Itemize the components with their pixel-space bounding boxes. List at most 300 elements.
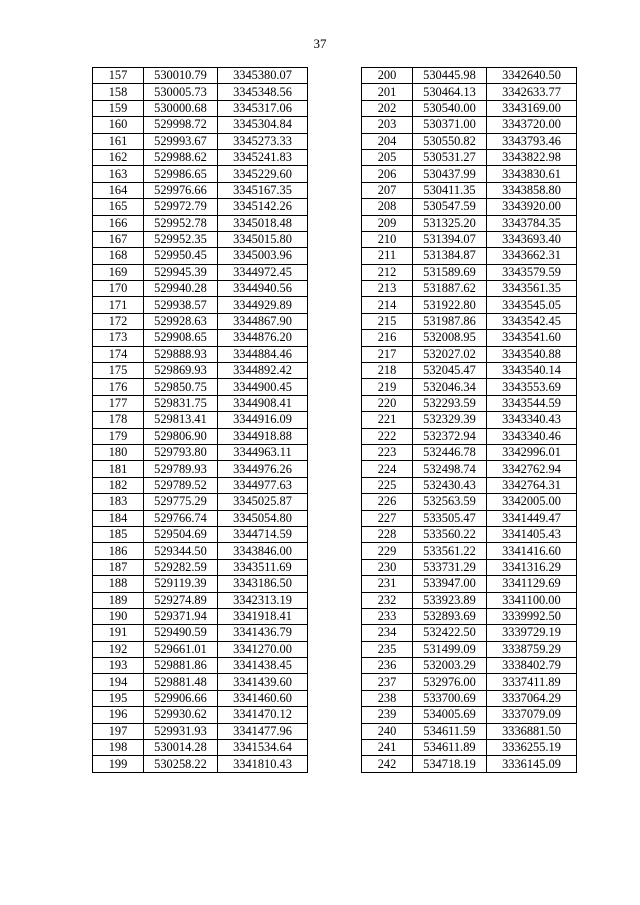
point-number-cell: 161 — [93, 133, 144, 149]
x-coordinate-cell: 533947.00 — [413, 576, 487, 592]
point-number-cell: 199 — [93, 756, 144, 772]
y-coordinate-cell: 3344900.45 — [218, 379, 308, 395]
y-coordinate-cell: 3343784.35 — [487, 215, 577, 231]
x-coordinate-cell: 533700.69 — [413, 690, 487, 706]
table-row — [362, 346, 577, 362]
table-row — [93, 68, 308, 84]
table-row — [93, 100, 308, 116]
point-number-cell: 240 — [362, 723, 413, 739]
y-coordinate-cell: 3343545.05 — [487, 297, 577, 313]
table-row — [362, 84, 577, 100]
point-number-cell: 206 — [362, 166, 413, 182]
table-row — [362, 248, 577, 264]
x-coordinate-cell: 532976.00 — [413, 674, 487, 690]
x-coordinate-cell: 531499.09 — [413, 641, 487, 657]
x-coordinate-cell: 532563.59 — [413, 494, 487, 510]
table-row — [362, 674, 577, 690]
table-row — [362, 510, 577, 526]
point-number-cell: 193 — [93, 658, 144, 674]
x-coordinate-cell: 530540.00 — [413, 100, 487, 116]
x-coordinate-cell: 534611.59 — [413, 723, 487, 739]
point-number-cell: 181 — [93, 461, 144, 477]
point-number-cell: 207 — [362, 182, 413, 198]
y-coordinate-cell: 3341405.43 — [487, 526, 577, 542]
x-coordinate-cell: 530258.22 — [144, 756, 218, 772]
y-coordinate-cell: 3344892.42 — [218, 363, 308, 379]
table-row — [362, 199, 577, 215]
y-coordinate-cell: 3342313.19 — [218, 592, 308, 608]
point-number-cell: 178 — [93, 412, 144, 428]
x-coordinate-cell: 532430.43 — [413, 477, 487, 493]
x-coordinate-cell: 529850.75 — [144, 379, 218, 395]
point-number-cell: 229 — [362, 543, 413, 559]
point-number-cell: 226 — [362, 494, 413, 510]
table-row — [362, 395, 577, 411]
x-coordinate-cell: 529930.62 — [144, 707, 218, 723]
table-row — [362, 625, 577, 641]
point-number-cell: 213 — [362, 281, 413, 297]
coordinates-table-left-body — [93, 68, 308, 773]
page-number: 37 — [313, 36, 327, 51]
y-coordinate-cell: 3343340.46 — [487, 428, 577, 444]
x-coordinate-cell: 529952.78 — [144, 215, 218, 231]
y-coordinate-cell: 3344976.26 — [218, 461, 308, 477]
y-coordinate-cell: 3341438.45 — [218, 658, 308, 674]
y-coordinate-cell: 3344867.90 — [218, 313, 308, 329]
point-number-cell: 231 — [362, 576, 413, 592]
x-coordinate-cell: 529813.41 — [144, 412, 218, 428]
point-number-cell: 242 — [362, 756, 413, 772]
point-number-cell: 171 — [93, 297, 144, 313]
y-coordinate-cell: 3342762.94 — [487, 461, 577, 477]
x-coordinate-cell: 529931.93 — [144, 723, 218, 739]
table-row — [362, 740, 577, 756]
point-number-cell: 187 — [93, 559, 144, 575]
table-row — [93, 166, 308, 182]
x-coordinate-cell: 529881.48 — [144, 674, 218, 690]
point-number-cell: 227 — [362, 510, 413, 526]
table-row — [362, 723, 577, 739]
x-coordinate-cell: 530547.59 — [413, 199, 487, 215]
x-coordinate-cell: 531887.62 — [413, 281, 487, 297]
x-coordinate-cell: 530005.73 — [144, 84, 218, 100]
y-coordinate-cell: 3337079.09 — [487, 707, 577, 723]
table-row — [93, 658, 308, 674]
x-coordinate-cell: 531325.20 — [413, 215, 487, 231]
y-coordinate-cell: 3337064.29 — [487, 690, 577, 706]
point-number-cell: 183 — [93, 494, 144, 510]
point-number-cell: 214 — [362, 297, 413, 313]
y-coordinate-cell: 3344940.56 — [218, 281, 308, 297]
y-coordinate-cell: 3344908.41 — [218, 395, 308, 411]
y-coordinate-cell: 3338759.29 — [487, 641, 577, 657]
x-coordinate-cell: 529950.45 — [144, 248, 218, 264]
table-row — [93, 559, 308, 575]
x-coordinate-cell: 533561.22 — [413, 543, 487, 559]
x-coordinate-cell: 530531.27 — [413, 149, 487, 165]
point-number-cell: 208 — [362, 199, 413, 215]
table-row — [93, 674, 308, 690]
y-coordinate-cell: 3345317.06 — [218, 100, 308, 116]
table-row — [362, 313, 577, 329]
table-row — [362, 444, 577, 460]
x-coordinate-cell: 529831.75 — [144, 395, 218, 411]
point-number-cell: 201 — [362, 84, 413, 100]
y-coordinate-cell: 3345348.56 — [218, 84, 308, 100]
x-coordinate-cell: 529869.93 — [144, 363, 218, 379]
table-row — [93, 149, 308, 165]
table-row — [362, 363, 577, 379]
table-row — [362, 379, 577, 395]
y-coordinate-cell: 3341439.60 — [218, 674, 308, 690]
point-number-cell: 158 — [93, 84, 144, 100]
point-number-cell: 165 — [93, 199, 144, 215]
y-coordinate-cell: 3344963.11 — [218, 444, 308, 460]
point-number-cell: 222 — [362, 428, 413, 444]
x-coordinate-cell: 530464.13 — [413, 84, 487, 100]
y-coordinate-cell: 3343169.00 — [487, 100, 577, 116]
table-row — [93, 84, 308, 100]
y-coordinate-cell: 3341460.60 — [218, 690, 308, 706]
y-coordinate-cell: 3341810.43 — [218, 756, 308, 772]
x-coordinate-cell: 534718.19 — [413, 756, 487, 772]
point-number-cell: 204 — [362, 133, 413, 149]
y-coordinate-cell: 3343858.80 — [487, 182, 577, 198]
x-coordinate-cell: 532008.95 — [413, 330, 487, 346]
x-coordinate-cell: 529972.79 — [144, 199, 218, 215]
table-row — [362, 281, 577, 297]
x-coordinate-cell: 532046.34 — [413, 379, 487, 395]
point-number-cell: 180 — [93, 444, 144, 460]
y-coordinate-cell: 3344972.45 — [218, 264, 308, 280]
y-coordinate-cell: 3341416.60 — [487, 543, 577, 559]
y-coordinate-cell: 3341129.69 — [487, 576, 577, 592]
x-coordinate-cell: 529906.66 — [144, 690, 218, 706]
x-coordinate-cell: 532329.39 — [413, 412, 487, 428]
y-coordinate-cell: 3343822.98 — [487, 149, 577, 165]
table-row — [93, 707, 308, 723]
table-row — [93, 461, 308, 477]
x-coordinate-cell: 529344.50 — [144, 543, 218, 559]
point-number-cell: 215 — [362, 313, 413, 329]
table-row — [93, 379, 308, 395]
table-row — [362, 166, 577, 182]
y-coordinate-cell: 3343542.45 — [487, 313, 577, 329]
point-number-cell: 232 — [362, 592, 413, 608]
x-coordinate-cell: 532893.69 — [413, 608, 487, 624]
point-number-cell: 195 — [93, 690, 144, 706]
point-number-cell: 163 — [93, 166, 144, 182]
y-coordinate-cell: 3341449.47 — [487, 510, 577, 526]
y-coordinate-cell: 3341270.00 — [218, 641, 308, 657]
table-row — [93, 346, 308, 362]
y-coordinate-cell: 3342764.31 — [487, 477, 577, 493]
point-number-cell: 233 — [362, 608, 413, 624]
y-coordinate-cell: 3344876.20 — [218, 330, 308, 346]
y-coordinate-cell: 3343561.35 — [487, 281, 577, 297]
table-row — [362, 117, 577, 133]
y-coordinate-cell: 3341477.96 — [218, 723, 308, 739]
y-coordinate-cell: 3341100.00 — [487, 592, 577, 608]
point-number-cell: 173 — [93, 330, 144, 346]
x-coordinate-cell: 529119.39 — [144, 576, 218, 592]
table-row — [93, 510, 308, 526]
y-coordinate-cell: 3343662.31 — [487, 248, 577, 264]
table-row — [362, 215, 577, 231]
y-coordinate-cell: 3345018.48 — [218, 215, 308, 231]
y-coordinate-cell: 3344918.88 — [218, 428, 308, 444]
point-number-cell: 220 — [362, 395, 413, 411]
y-coordinate-cell: 3345054.80 — [218, 510, 308, 526]
table-row — [93, 412, 308, 428]
y-coordinate-cell: 3339729.19 — [487, 625, 577, 641]
x-coordinate-cell: 533505.47 — [413, 510, 487, 526]
x-coordinate-cell: 529766.74 — [144, 510, 218, 526]
point-number-cell: 237 — [362, 674, 413, 690]
y-coordinate-cell: 3343553.69 — [487, 379, 577, 395]
y-coordinate-cell: 3336881.50 — [487, 723, 577, 739]
point-number-cell: 188 — [93, 576, 144, 592]
y-coordinate-cell: 3344884.46 — [218, 346, 308, 362]
y-coordinate-cell: 3343830.61 — [487, 166, 577, 182]
y-coordinate-cell: 3343846.00 — [218, 543, 308, 559]
table-row — [93, 625, 308, 641]
table-row — [93, 592, 308, 608]
x-coordinate-cell: 531384.87 — [413, 248, 487, 264]
x-coordinate-cell: 530371.00 — [413, 117, 487, 133]
x-coordinate-cell: 529993.67 — [144, 133, 218, 149]
point-number-cell: 169 — [93, 264, 144, 280]
point-number-cell: 175 — [93, 363, 144, 379]
x-coordinate-cell: 530445.98 — [413, 68, 487, 84]
point-number-cell: 235 — [362, 641, 413, 657]
point-number-cell: 176 — [93, 379, 144, 395]
point-number-cell: 216 — [362, 330, 413, 346]
x-coordinate-cell: 529490.59 — [144, 625, 218, 641]
table-row — [93, 756, 308, 772]
y-coordinate-cell: 3343340.43 — [487, 412, 577, 428]
x-coordinate-cell: 529881.86 — [144, 658, 218, 674]
table-row — [362, 641, 577, 657]
table-row — [93, 723, 308, 739]
table-row — [362, 412, 577, 428]
table-row — [362, 149, 577, 165]
table-row — [362, 68, 577, 84]
x-coordinate-cell: 533731.29 — [413, 559, 487, 575]
table-row — [362, 297, 577, 313]
point-number-cell: 160 — [93, 117, 144, 133]
point-number-cell: 224 — [362, 461, 413, 477]
table-row — [362, 330, 577, 346]
y-coordinate-cell: 3342996.01 — [487, 444, 577, 460]
x-coordinate-cell: 531589.69 — [413, 264, 487, 280]
point-number-cell: 202 — [362, 100, 413, 116]
point-number-cell: 191 — [93, 625, 144, 641]
x-coordinate-cell: 532003.29 — [413, 658, 487, 674]
x-coordinate-cell: 531922.80 — [413, 297, 487, 313]
point-number-cell: 241 — [362, 740, 413, 756]
y-coordinate-cell: 3343920.00 — [487, 199, 577, 215]
point-number-cell: 184 — [93, 510, 144, 526]
x-coordinate-cell: 529789.93 — [144, 461, 218, 477]
x-coordinate-cell: 529806.90 — [144, 428, 218, 444]
point-number-cell: 162 — [93, 149, 144, 165]
point-number-cell: 221 — [362, 412, 413, 428]
point-number-cell: 174 — [93, 346, 144, 362]
x-coordinate-cell: 529504.69 — [144, 526, 218, 542]
point-number-cell: 205 — [362, 149, 413, 165]
x-coordinate-cell: 529928.63 — [144, 313, 218, 329]
y-coordinate-cell: 3345167.35 — [218, 182, 308, 198]
point-number-cell: 218 — [362, 363, 413, 379]
table-row — [93, 133, 308, 149]
table-row — [362, 608, 577, 624]
x-coordinate-cell: 530550.82 — [413, 133, 487, 149]
x-coordinate-cell: 529988.62 — [144, 149, 218, 165]
y-coordinate-cell: 3345241.83 — [218, 149, 308, 165]
table-row — [362, 576, 577, 592]
x-coordinate-cell: 529940.28 — [144, 281, 218, 297]
point-number-cell: 159 — [93, 100, 144, 116]
y-coordinate-cell: 3344714.59 — [218, 526, 308, 542]
table-row — [362, 756, 577, 772]
y-coordinate-cell: 3343720.00 — [487, 117, 577, 133]
table-row — [93, 117, 308, 133]
point-number-cell: 185 — [93, 526, 144, 542]
y-coordinate-cell: 3344977.63 — [218, 477, 308, 493]
table-row — [362, 428, 577, 444]
table-row — [93, 526, 308, 542]
point-number-cell: 230 — [362, 559, 413, 575]
y-coordinate-cell: 3341534.64 — [218, 740, 308, 756]
table-row — [362, 182, 577, 198]
y-coordinate-cell: 3343541.60 — [487, 330, 577, 346]
point-number-cell: 179 — [93, 428, 144, 444]
y-coordinate-cell: 3336145.09 — [487, 756, 577, 772]
point-number-cell: 236 — [362, 658, 413, 674]
x-coordinate-cell: 529998.72 — [144, 117, 218, 133]
x-coordinate-cell: 531394.07 — [413, 231, 487, 247]
x-coordinate-cell: 534611.89 — [413, 740, 487, 756]
y-coordinate-cell: 3343540.88 — [487, 346, 577, 362]
point-number-cell: 217 — [362, 346, 413, 362]
x-coordinate-cell: 532446.78 — [413, 444, 487, 460]
y-coordinate-cell: 3345003.96 — [218, 248, 308, 264]
table-row — [93, 494, 308, 510]
table-row — [362, 100, 577, 116]
x-coordinate-cell: 529274.89 — [144, 592, 218, 608]
y-coordinate-cell: 3345380.07 — [218, 68, 308, 84]
x-coordinate-cell: 529908.65 — [144, 330, 218, 346]
x-coordinate-cell: 529282.59 — [144, 559, 218, 575]
table-row — [362, 133, 577, 149]
point-number-cell: 186 — [93, 543, 144, 559]
table-row — [362, 526, 577, 542]
x-coordinate-cell: 530437.99 — [413, 166, 487, 182]
point-number-cell: 172 — [93, 313, 144, 329]
coordinates-table-right-body — [362, 68, 577, 773]
x-coordinate-cell: 529775.29 — [144, 494, 218, 510]
table-row — [362, 494, 577, 510]
x-coordinate-cell: 532422.50 — [413, 625, 487, 641]
table-row — [93, 395, 308, 411]
table-row — [362, 559, 577, 575]
point-number-cell: 170 — [93, 281, 144, 297]
x-coordinate-cell: 530000.68 — [144, 100, 218, 116]
y-coordinate-cell: 3341316.29 — [487, 559, 577, 575]
x-coordinate-cell: 531987.86 — [413, 313, 487, 329]
table-row — [362, 690, 577, 706]
point-number-cell: 198 — [93, 740, 144, 756]
point-number-cell: 192 — [93, 641, 144, 657]
x-coordinate-cell: 532498.74 — [413, 461, 487, 477]
point-number-cell: 157 — [93, 68, 144, 84]
y-coordinate-cell: 3345229.60 — [218, 166, 308, 182]
point-number-cell: 189 — [93, 592, 144, 608]
y-coordinate-cell: 3343793.46 — [487, 133, 577, 149]
table-row — [93, 264, 308, 280]
point-number-cell: 211 — [362, 248, 413, 264]
point-number-cell: 219 — [362, 379, 413, 395]
point-number-cell: 196 — [93, 707, 144, 723]
table-row — [93, 641, 308, 657]
table-row — [362, 461, 577, 477]
x-coordinate-cell: 533560.22 — [413, 526, 487, 542]
table-row — [93, 690, 308, 706]
y-coordinate-cell: 3342633.77 — [487, 84, 577, 100]
y-coordinate-cell: 3342005.00 — [487, 494, 577, 510]
table-row — [93, 576, 308, 592]
y-coordinate-cell: 3336255.19 — [487, 740, 577, 756]
table-row — [93, 297, 308, 313]
point-number-cell: 166 — [93, 215, 144, 231]
table-row — [362, 658, 577, 674]
y-coordinate-cell: 3345015.80 — [218, 231, 308, 247]
x-coordinate-cell: 529789.52 — [144, 477, 218, 493]
table-row — [93, 477, 308, 493]
table-row — [93, 199, 308, 215]
table-row — [93, 182, 308, 198]
point-number-cell: 234 — [362, 625, 413, 641]
x-coordinate-cell: 529976.66 — [144, 182, 218, 198]
x-coordinate-cell: 529986.65 — [144, 166, 218, 182]
y-coordinate-cell: 3345025.87 — [218, 494, 308, 510]
y-coordinate-cell: 3345304.84 — [218, 117, 308, 133]
table-row — [93, 231, 308, 247]
table-row — [93, 363, 308, 379]
x-coordinate-cell: 529371.94 — [144, 608, 218, 624]
y-coordinate-cell: 3339992.50 — [487, 608, 577, 624]
x-coordinate-cell: 532045.47 — [413, 363, 487, 379]
x-coordinate-cell: 532372.94 — [413, 428, 487, 444]
y-coordinate-cell: 3344916.09 — [218, 412, 308, 428]
y-coordinate-cell: 3341918.41 — [218, 608, 308, 624]
point-number-cell: 239 — [362, 707, 413, 723]
table-row — [362, 231, 577, 247]
table-row — [362, 592, 577, 608]
x-coordinate-cell: 534005.69 — [413, 707, 487, 723]
y-coordinate-cell: 3343544.59 — [487, 395, 577, 411]
point-number-cell: 238 — [362, 690, 413, 706]
y-coordinate-cell: 3343511.69 — [218, 559, 308, 575]
point-number-cell: 212 — [362, 264, 413, 280]
table-row — [93, 248, 308, 264]
point-number-cell: 182 — [93, 477, 144, 493]
x-coordinate-cell: 529888.93 — [144, 346, 218, 362]
y-coordinate-cell: 3343579.59 — [487, 264, 577, 280]
y-coordinate-cell: 3345142.26 — [218, 199, 308, 215]
y-coordinate-cell: 3345273.33 — [218, 133, 308, 149]
